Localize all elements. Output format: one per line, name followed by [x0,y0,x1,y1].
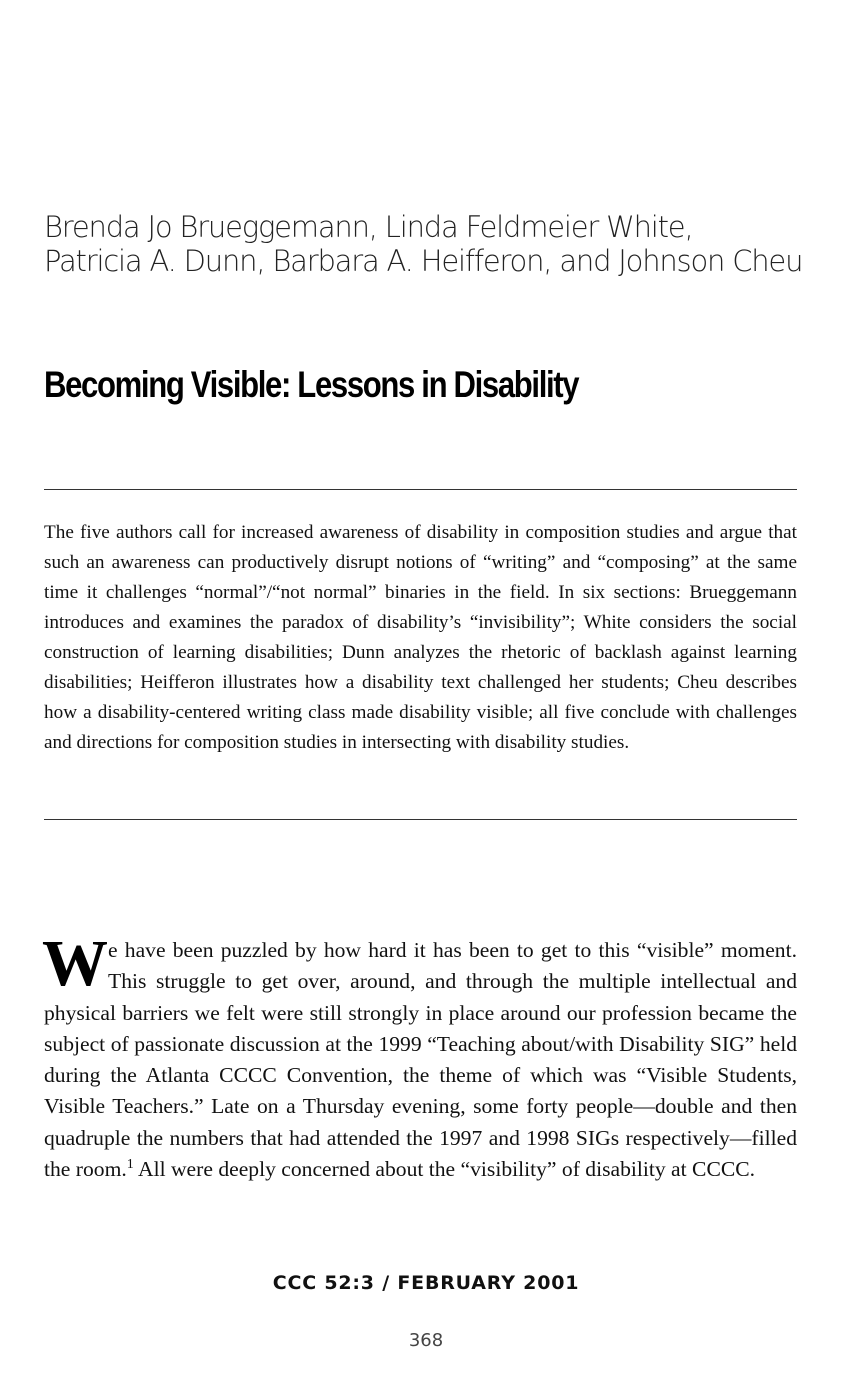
abstract-paragraph: The five authors call for increased awareness of disability in composition studies and argue that such an awareness can productively disrupt notions of “writing” and “composing” at the same time it challenges “normal”/“not normal” binaries in the field. In six sections: Brueggemann introduces and examines the paradox of disability’s “invisibility”; White considers the social construction of learning disabilities; Dunn analyzes the rhetoric of backlash against learning disabilities; Heifferon illustrates how a disability text challenged her students; Cheu describes how a disability-centered writing class made disability visible; all five conclude with challenges and directions for composition studies in intersecting with disability studies. [44,522,797,753]
journal-issue-footer: CCC 52:3 / FEBRUARY 2001 [272,1272,580,1294]
footnote-marker: 1 [126,1156,134,1172]
body-paragraph [42,927,797,1185]
article-title: Becoming Visible: Lessons in Disability [44,364,579,405]
drop-cap: W [42,927,106,1000]
author-line-1: Brenda Jo Brueggemann, Linda Feldmeier White, [44,210,693,244]
author-line-2: Patricia A. Dunn, Barbara A. Heifferon, and Johnson Cheu [44,244,803,278]
abstract-top-divider [44,489,797,490]
abstract-bottom-divider [44,819,797,820]
body-text-end: All were deeply concerned about the “visibility” of disability at CCCC. [133,1157,756,1182]
body-text-main: e have been puzzled by how hard it has been to get to this “visible” moment. This struggle to get over, around, and through the multiple intellectual and physical barriers we felt were still strongly in place around our profession became the subject of passionate discussion at the 1999 “Teaching about/with Disability SIG” held during the Atlanta CCCC Convention, the theme of which was “Visible Students, Visible Teachers.” Late on a Thursday evening, some forty people—double and then quadruple the numbers that had attended the 1997 and 1998 SIGs respectively—filled the room. [44,938,797,1182]
author-list [44,210,824,278]
page-number: 368 [408,1330,444,1351]
